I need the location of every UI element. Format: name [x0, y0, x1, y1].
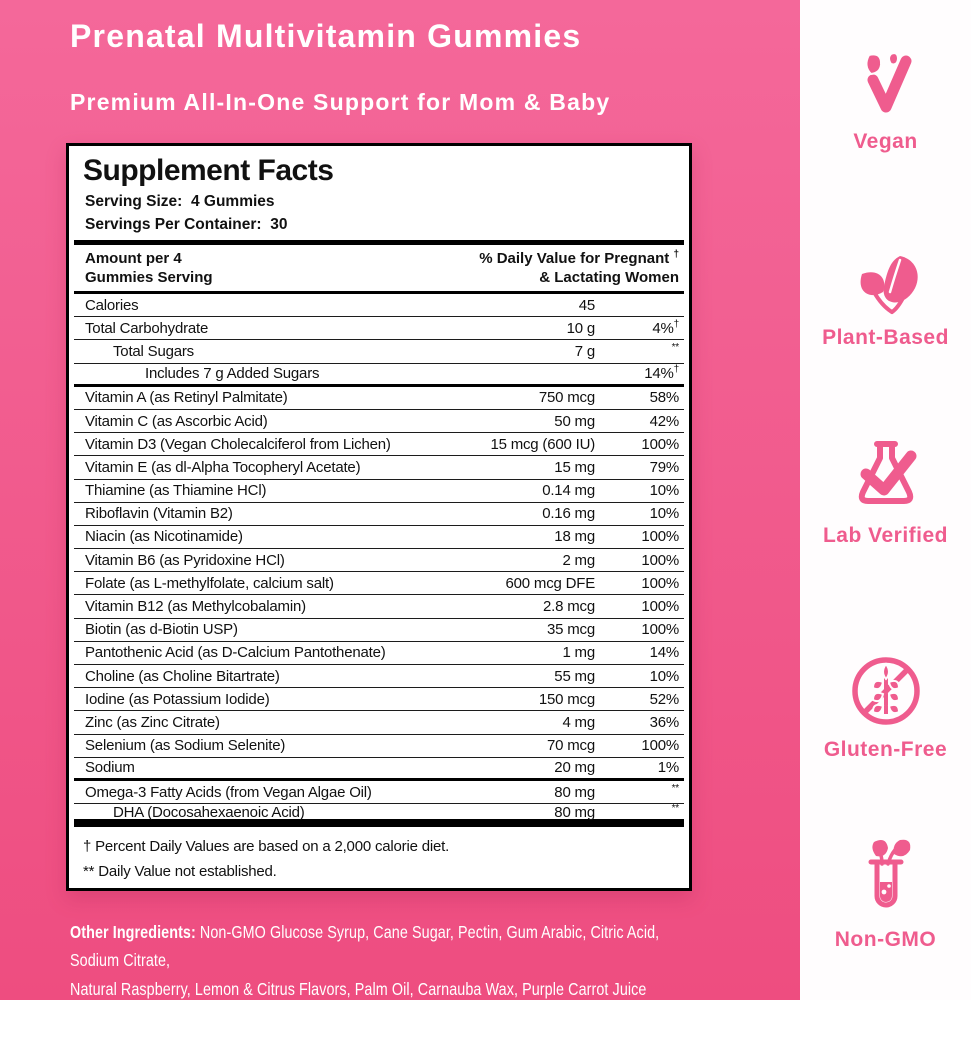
nutrient-row [74, 781, 684, 804]
nutrient-row [74, 294, 684, 317]
flask-checkmark-icon [844, 436, 928, 518]
supplement-facts-title: Supplement Facts [83, 154, 675, 188]
nutrient-amount: 15 mcg (600 IU) [475, 436, 595, 453]
nutrient-row [74, 688, 684, 711]
nutrient-amount: 750 mcg [475, 389, 595, 406]
nutrient-amount: 35 mcg [475, 621, 595, 638]
badge-label: Lab Verified [800, 524, 971, 548]
nutrient-daily-value: 10% [595, 668, 679, 685]
nutrient-daily-value: 14% [595, 644, 679, 661]
nutrient-name: DHA (Docosahexaenoic Acid) [85, 804, 475, 821]
nutrient-table [74, 294, 684, 827]
nutrient-name: Iodine (as Potassium Iodide) [85, 691, 475, 708]
nutrient-daily-value: 10% [595, 505, 679, 522]
nutrient-name: Pantothenic Acid (as D-Calcium Pantothenate) [85, 644, 475, 661]
plant-leaves-icon [844, 248, 928, 320]
nutrient-name: Includes 7 g Added Sugars [85, 365, 475, 382]
nutrient-daily-value: 10% [595, 482, 679, 499]
nutrient-amount: 70 mcg [475, 737, 595, 754]
nutrient-daily-value: 36% [595, 714, 679, 731]
nutrient-daily-value: 100% [595, 737, 679, 754]
nutrient-daily-value: ** [595, 804, 679, 821]
serving-size-line [85, 192, 673, 211]
nutrient-amount: 45 [475, 297, 595, 314]
table-column-headers [69, 245, 689, 291]
footnote-daily-values: † Percent Daily Values are based on a 2,000 calorie diet. [83, 834, 675, 859]
nutrient-name: Vitamin B12 (as Methylcobalamin) [85, 598, 475, 615]
daily-value-column-header: % Daily Value for Pregnant † & Lactating Women [382, 249, 679, 287]
nutrient-amount: 2 mg [475, 552, 595, 569]
nutrient-name: Vitamin E (as dl-Alpha Tocopheryl Acetate) [85, 459, 475, 476]
nutrient-row [74, 711, 684, 734]
nutrient-amount: 18 mg [475, 528, 595, 545]
nutrient-name: Selenium (as Sodium Selenite) [85, 737, 475, 754]
nutrient-amount: 150 mcg [475, 691, 595, 708]
servings-label: Servings Per Container: [85, 216, 262, 233]
nutrient-daily-value: ** [595, 343, 679, 360]
nutrient-row [74, 456, 684, 479]
nutrient-name: Vitamin B6 (as Pyridoxine HCl) [85, 552, 475, 569]
nutrient-row [74, 619, 684, 642]
nutrient-name: Zinc (as Zinc Citrate) [85, 714, 475, 731]
badge-label: Gluten-Free [800, 738, 971, 762]
badge-non-gmo [800, 836, 971, 952]
nutrient-row [74, 526, 684, 549]
badge-label: Non-GMO [800, 928, 971, 952]
nutrient-amount: 1 mg [475, 644, 595, 661]
nutrient-name: Choline (as Choline Bitartrate) [85, 668, 475, 685]
badge-column [800, 0, 971, 1000]
test-tube-leaves-icon [844, 836, 928, 922]
nutrient-daily-value: 100% [595, 436, 679, 453]
page-header [70, 18, 770, 116]
badge-lab-verified [800, 436, 971, 548]
nutrient-name: Vitamin C (as Ascorbic Acid) [85, 413, 475, 430]
nutrient-amount: 55 mg [475, 668, 595, 685]
nutrient-daily-value: ** [595, 784, 679, 801]
nutrient-daily-value: 100% [595, 528, 679, 545]
nutrient-daily-value: 42% [595, 413, 679, 430]
nutrient-amount: 80 mg [475, 784, 595, 801]
serving-size-label: Serving Size: [85, 193, 182, 210]
nutrient-name: Total Sugars [85, 343, 475, 360]
nutrient-row [74, 480, 684, 503]
nutrient-row [74, 503, 684, 526]
servings-per-container-line [85, 215, 673, 234]
servings-value: 30 [270, 216, 287, 233]
nutrient-amount: 4 mg [475, 714, 595, 731]
nutrient-row [74, 595, 684, 618]
nutrient-row [74, 572, 684, 595]
nutrient-daily-value: 79% [595, 459, 679, 476]
nutrient-name: Riboflavin (Vitamin B2) [85, 505, 475, 522]
badge-label: Vegan [800, 130, 971, 154]
footnotes [83, 834, 675, 884]
nutrient-name: Sodium [85, 759, 475, 776]
nutrient-row [74, 387, 684, 410]
vegan-v-leaf-icon [846, 46, 926, 124]
nutrient-row [74, 804, 684, 827]
nutrient-name: Omega-3 Fatty Acids (from Vegan Algae Oil) [85, 784, 475, 801]
nutrient-name: Vitamin D3 (Vegan Cholecalciferol from Lichen) [85, 436, 475, 453]
nutrient-amount: 0.14 mg [475, 482, 595, 499]
nutrient-row [74, 735, 684, 758]
badge-label: Plant-Based [800, 326, 971, 350]
nutrient-row [74, 410, 684, 433]
nutrient-amount: 600 mcg DFE [475, 575, 595, 592]
nutrient-row [74, 364, 684, 387]
nutrient-name: Folate (as L-methylfolate, calcium salt) [85, 575, 475, 592]
nutrient-row [74, 317, 684, 340]
nutrient-row [74, 433, 684, 456]
nutrient-daily-value: 4%† [595, 320, 679, 337]
nutrient-amount: 10 g [475, 320, 595, 337]
nutrient-amount: 50 mg [475, 413, 595, 430]
nutrient-name: Calories [85, 297, 475, 314]
nutrient-row [74, 549, 684, 572]
nutrient-amount: 2.8 mcg [475, 598, 595, 615]
nutrient-amount: 15 mg [475, 459, 595, 476]
badge-gluten-free [800, 650, 971, 762]
badge-plant-based [800, 248, 971, 350]
nutrient-row [74, 665, 684, 688]
product-title: Prenatal Multivitamin Gummies [70, 18, 770, 55]
nutrient-name: Niacin (as Nicotinamide) [85, 528, 475, 545]
supplement-facts-panel [66, 143, 692, 891]
nutrient-daily-value: 100% [595, 621, 679, 638]
nutrient-daily-value: 100% [595, 575, 679, 592]
nutrient-name: Biotin (as d-Biotin USP) [85, 621, 475, 638]
footnote-not-established: ** Daily Value not established. [83, 859, 675, 884]
serving-size-value: 4 Gummies [191, 193, 275, 210]
nutrient-daily-value: 1% [595, 759, 679, 776]
dagger-mark: † [673, 249, 679, 260]
nutrient-daily-value: 100% [595, 598, 679, 615]
nutrient-row [74, 758, 684, 781]
nutrient-amount: 20 mg [475, 759, 595, 776]
nutrient-name: Thiamine (as Thiamine HCl) [85, 482, 475, 499]
nutrient-daily-value: 14%† [595, 365, 679, 382]
other-ingredients: Other Ingredients: Non-GMO Glucose Syrup, Cane Sugar, Pectin, Gum Arabic, Citric Acid, Sodium Citrate, Natural Raspberry, Lemon & Citrus Flavors, Palm Oil, Carnauba Wax, Purple Carrot Juice Concentrate, Fruit & Vegetable Juice Concentrate, alpha-Cyclodextrin, Rosemary Oil. [70, 918, 710, 1060]
nutrient-daily-value: 58% [595, 389, 679, 406]
crossed-wheat-icon [845, 650, 927, 732]
nutrient-name: Total Carbohydrate [85, 320, 475, 337]
badge-vegan [800, 46, 971, 154]
nutrient-amount: 0.16 mg [475, 505, 595, 522]
nutrient-row [74, 642, 684, 665]
nutrient-daily-value: 52% [595, 691, 679, 708]
nutrient-daily-value: 100% [595, 552, 679, 569]
nutrient-amount: 80 mg [475, 804, 595, 821]
nutrient-name: Vitamin A (as Retinyl Palmitate) [85, 389, 475, 406]
amount-column-header: Amount per 4 Gummies Serving [85, 249, 382, 287]
nutrient-amount: 7 g [475, 343, 595, 360]
other-ingredients-label: Other Ingredients: [70, 922, 196, 942]
product-subtitle: Premium All-In-One Support for Mom & Baby [70, 89, 770, 116]
nutrient-row [74, 340, 684, 363]
